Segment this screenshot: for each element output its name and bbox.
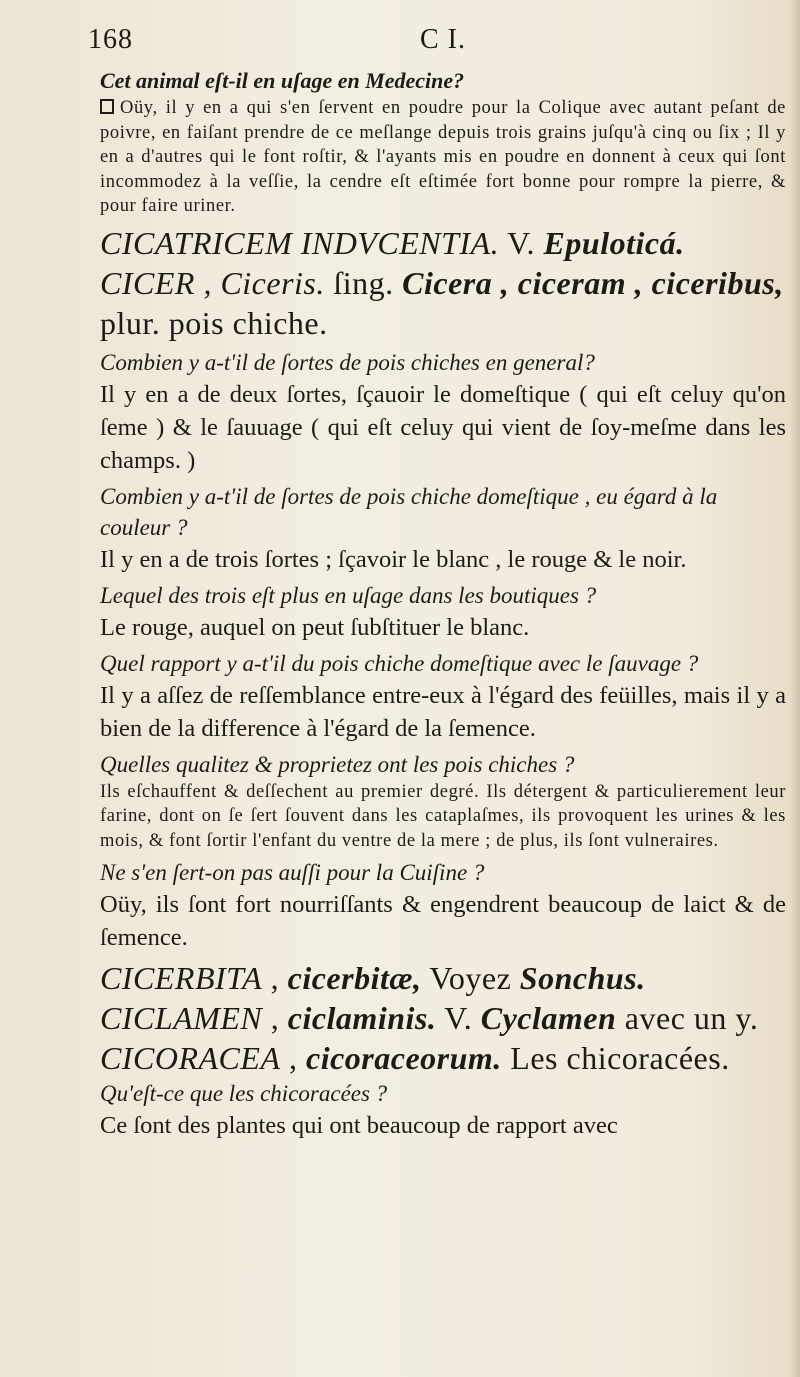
question-cuisine: Ne s'en ſert-on pas auſſi pour la Cuiſine ? — [100, 860, 485, 885]
entry-cicer: CICER , Ciceris. ſing. Cicera , ciceram , ciceribus, plur. pois chiche. — [100, 264, 784, 341]
page-number: 168 — [88, 24, 133, 55]
entry-cicoracea: CICORACEA , cicoraceorum. Les chicoracées. — [100, 1040, 730, 1076]
question-medecine: Cet animal eſt-il en uſage en Medecine? — [100, 68, 465, 93]
answer-ressemblance: Il y a aſſez de reſſemblance entre-eux à l'égard des feüilles, mais il y a bien de la difference à l'égard de la ſemence. — [100, 681, 786, 742]
question-boutiques: Lequel des trois eſt plus en uſage dans les boutiques ? — [100, 582, 597, 608]
answer-plantes: Ce ſont des plantes qui ont beaucoup de rapport avec — [100, 1112, 618, 1139]
question-couleur: Combien y a-t'il de ſortes de pois chiche domeſtique , eu égard à la couleur ? — [100, 483, 718, 540]
entry-ciclamen: CICLAMEN , ciclaminis. V. Cyclamen avec un y. — [100, 1000, 759, 1036]
running-head: C I. — [420, 24, 466, 55]
page-header — [88, 24, 768, 58]
answer-deux-sortes: Il y en a de deux ſortes, ſçauoir le domeſtique ( qui eſt celuy qu'on ſeme ) & le ſauuage ( qui eſt celuy qui vient de ſoy-meſme dans les champs. ) — [100, 380, 786, 474]
answer-colique: Oüy, il y en a qui s'en ſervent en poudre pour la Colique avec autant peſant de poivre, en faiſant prendre de ce meſlange depuis trois grains juſqu'à cinq ou ſix ; Il y en a d'autres qui le font roſtir, & l'ayants mis en poudre en donnent à ceux qui ſont incommodez à la veſſie, la cendre eſt eſtimée fort bonne pour rompre la pierre, & pour faire uriner. — [100, 98, 786, 216]
question-rapport-sauvage: Quel rapport y a-t'il du pois chiche domeſtique avec le ſauvage ? — [100, 650, 699, 676]
answer-eschauffent: Ils eſchauffent & deſſechent au premier degré. Ils détergent & particulierement leur farine, dont on ſe ſert ſouvent dans les cataplaſmes, ils provoquent les urines & les mois, & font ſortir l'enfant du ventre de la mere ; de plus, ils ſont vulneraires. — [100, 781, 786, 851]
answer-trois-sortes: Il y en a de trois ſortes ; ſçavoir le blanc , le rouge & le noir. — [100, 545, 687, 573]
entry-cicatricem: CICATRICEM INDVCENTIA. V. Epuloticá. — [100, 224, 685, 261]
page-edge-shadow — [790, 0, 800, 1377]
question-chicoracees: Qu'eſt-ce que les chicoracées ? — [100, 1081, 388, 1106]
question-sortes-general: Combien y a-t'il de ſortes de pois chiches en general? — [100, 349, 595, 375]
page-content — [100, 66, 786, 1142]
pilcrow-mark-icon — [100, 99, 114, 114]
answer-nourrissants: Oüy, ils ſont fort nourriſſants & engendrent beaucoup de laict & de ſemence. — [100, 891, 786, 951]
entry-cicerbita: CICERBITA , cicerbitæ, Voyez Sonchus. — [100, 960, 646, 996]
question-qualitez: Quelles qualitez & proprietez ont les pois chiches ? — [100, 751, 575, 777]
answer-rouge: Le rouge, auquel on peut ſubſtituer le blanc. — [100, 613, 530, 641]
